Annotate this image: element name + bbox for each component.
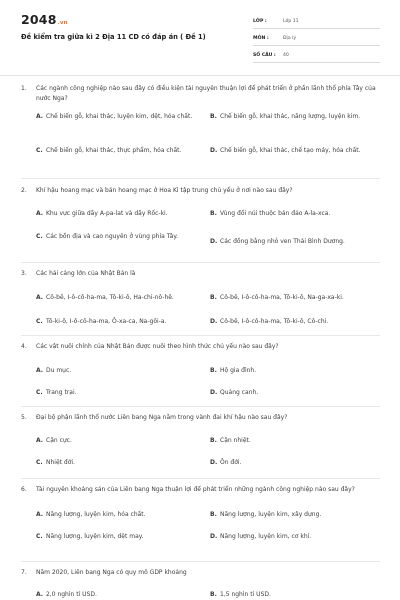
option-text: 2,0 nghìn tỉ USD. [46, 591, 97, 598]
option-text: Năng lượng, luyện kim, cơ khí. [220, 533, 312, 540]
question-number: 2. [21, 187, 27, 194]
option-d[interactable] [210, 532, 370, 542]
option-letter: C. [36, 389, 43, 396]
option-b[interactable] [210, 112, 370, 122]
question-divider [21, 561, 380, 562]
question-6 [21, 485, 381, 545]
option-letter: B. [210, 210, 217, 217]
question-divider [21, 178, 380, 179]
option-text: Quảng canh. [220, 389, 259, 396]
option-d[interactable] [210, 146, 370, 156]
option-letter: C. [36, 147, 43, 154]
question-number: 3. [21, 270, 27, 277]
question-text: Đại bộ phận lãnh thổ nước Liên bang Nga nằm trong vành đai khí hậu nào sau đây? [36, 414, 288, 421]
info-key: LỚP : [253, 18, 267, 24]
option-text: Chế biến gỗ, khai thác, năng lượng, luyện kim. [220, 113, 361, 120]
question-text: Các ngành công nghiệp nào sau đây có điều kiện tài nguyên thuận lợi để phát triển ở phần lãnh thổ phía Tây của nước Nga? [36, 85, 376, 102]
exam-info [253, 14, 380, 65]
question-number: 1. [21, 85, 27, 92]
option-b[interactable] [210, 590, 370, 600]
option-a[interactable] [36, 436, 196, 446]
option-letter: C. [36, 533, 43, 540]
document-header [0, 0, 400, 66]
option-c[interactable] [36, 232, 196, 242]
info-row-count [253, 48, 380, 63]
info-key: SỐ CÂU : [253, 52, 276, 58]
option-letter: D. [210, 459, 218, 466]
option-text: Du mục. [46, 367, 72, 374]
logo-text: 2048 [21, 12, 57, 27]
option-d[interactable] [210, 388, 370, 398]
option-a[interactable] [36, 366, 196, 376]
option-text: Năng lượng, luyện kim, xây dựng. [220, 511, 322, 518]
question-number: 6. [21, 486, 27, 493]
option-text: Chế biến gỗ, khai thác, luyện kim, dệt, hóa chất. [46, 113, 193, 120]
info-row-subject [253, 31, 380, 46]
option-letter: A. [36, 367, 44, 374]
question-text: Tài nguyên khoáng sản của Liên bang Nga thuận lợi để phát triển những ngành công nghiệp nào sau đây? [36, 486, 355, 493]
question-text: Các vật nuôi chính của Nhật Bản được nuôi theo hình thức chủ yếu nào sau đây? [36, 343, 279, 350]
page-title: Đề kiểm tra giữa kì 2 Địa 11 CD có đáp án ( Đề 1) [21, 33, 206, 41]
option-letter: B. [210, 367, 217, 374]
option-text: Các đồng bằng nhỏ ven Thái Bình Dương. [220, 238, 345, 245]
question-number: 4. [21, 343, 27, 350]
info-row-class [253, 14, 380, 29]
option-a[interactable] [36, 510, 196, 520]
option-text: Vùng đồi núi thuộc bán đảo A-la-xca. [220, 210, 331, 217]
option-text: Cận cực. [46, 437, 72, 444]
question-1 [21, 84, 381, 166]
option-a[interactable] [36, 293, 196, 303]
option-text: Cô-bê, I-ô-cô-ha-ma, Tô-ki-ô, Cô-chi. [220, 318, 329, 325]
option-letter: B. [210, 511, 217, 518]
info-value: 40 [283, 52, 289, 58]
question-divider [21, 335, 380, 336]
option-text: Năng lượng, luyện kim, dệt may. [46, 533, 144, 540]
option-b[interactable] [210, 209, 370, 219]
option-b[interactable] [210, 293, 370, 303]
option-letter: A. [36, 210, 44, 217]
option-letter: C. [36, 459, 43, 466]
option-d[interactable] [210, 317, 370, 327]
option-text: Chế biến gỗ, khai thác, thực phẩm, hóa chất. [46, 147, 182, 154]
option-letter: D. [210, 147, 218, 154]
question-7 [21, 568, 381, 600]
option-c[interactable] [36, 388, 196, 398]
option-letter: D. [210, 238, 218, 245]
option-letter: A. [36, 511, 44, 518]
option-text: Khu vực giữa dãy A-pa-lat và dãy Rốc-ki. [46, 210, 168, 217]
question-divider [21, 262, 380, 263]
option-text: Hộ gia đình. [220, 367, 257, 374]
question-3 [21, 269, 381, 329]
option-b[interactable] [210, 436, 370, 446]
option-letter: A. [36, 294, 44, 301]
option-text: Cô-bê, I-ô-cô-ha-ma, Tô-ki-ô, Ha-chi-nô-hê. [46, 294, 174, 301]
question-2 [21, 186, 381, 256]
option-c[interactable] [36, 317, 196, 327]
option-text: Các bồn địa và cao nguyên ở vùng phía Tây. [46, 233, 178, 240]
question-text: Năm 2020, Liên bang Nga có quy mô GDP khoảng [36, 569, 187, 576]
info-value: Địa lý [283, 35, 297, 41]
option-letter: C. [36, 233, 43, 240]
question-divider [21, 478, 380, 479]
option-letter: A. [36, 591, 44, 598]
option-c[interactable] [36, 458, 196, 468]
question-number: 5. [21, 414, 27, 421]
option-text: 1,5 nghìn tỉ USD. [220, 591, 271, 598]
option-letter: D. [210, 389, 218, 396]
option-text: Nhiệt đới. [46, 459, 75, 466]
option-letter: B. [210, 113, 217, 120]
option-a[interactable] [36, 112, 196, 122]
option-b[interactable] [210, 366, 370, 376]
question-divider [21, 406, 380, 407]
option-letter: D. [210, 318, 218, 325]
header-divider [0, 75, 400, 76]
question-number: 7. [21, 569, 27, 576]
option-text: Ôn đới. [220, 459, 242, 466]
option-letter: D. [210, 533, 218, 540]
option-b[interactable] [210, 510, 370, 520]
site-logo[interactable] [21, 12, 68, 27]
option-c[interactable] [36, 532, 196, 542]
logo-suffix: .vn [57, 20, 68, 26]
info-key: MÔN : [253, 35, 269, 41]
question-4 [21, 342, 381, 402]
option-text: Tô-ki-ô, I-ô-cô-ha-ma, Ô-xa-ca, Na-gôi-a. [46, 318, 167, 325]
question-text: Các hải cảng lớn của Nhật Bản là [36, 270, 136, 277]
option-text: Chế biến gỗ, khai thác, chế tạo máy, hóa chất. [220, 147, 361, 154]
option-c[interactable] [36, 146, 196, 156]
option-d[interactable] [210, 237, 370, 247]
option-letter: B. [210, 294, 217, 301]
option-text: Trang trại. [46, 389, 77, 396]
option-text: Cận nhiệt. [220, 437, 251, 444]
option-text: Cô-bê, I-ô-cô-ha-ma, Tô-ki-ô, Na-ga-xa-ki. [220, 294, 344, 301]
option-letter: B. [210, 591, 217, 598]
option-letter: C. [36, 318, 43, 325]
option-letter: B. [210, 437, 217, 444]
option-letter: A. [36, 437, 44, 444]
option-a[interactable] [36, 209, 196, 219]
info-value: Lớp 11 [283, 18, 299, 24]
option-d[interactable] [210, 458, 370, 468]
option-a[interactable] [36, 590, 196, 600]
option-letter: A. [36, 113, 44, 120]
question-5 [21, 413, 381, 473]
option-text: Năng lượng, luyện kim, hóa chất. [46, 511, 146, 518]
question-text: Khí hậu hoang mạc và bán hoang mạc ở Hoa Kì tập trung chủ yếu ở nơi nào sau đây? [36, 187, 293, 194]
